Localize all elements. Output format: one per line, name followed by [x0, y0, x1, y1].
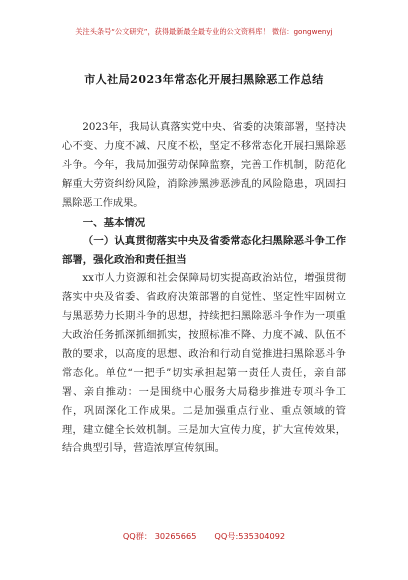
section-heading-basic-situation: 一、基本情况 — [82, 216, 146, 229]
document-title: 市人社局2023年常态化开展扫黑除恶工作总结 — [84, 73, 324, 86]
header-banner: 关注头条号“公文研究”，获得最新最全最专业的公文资料库！ 微信：gongwenyj — [75, 27, 333, 36]
footer-qq-group: QQ群： 30265665 — [122, 531, 197, 541]
footer-qq-number: QQ号:535304092 — [214, 531, 286, 541]
intro-paragraph: 2023年，我局认真落实党中央、省委的决策部署，坚持决心不变、力度不减、尺度不松，坚定不移常态化开展扫黑除恶斗争。今年，我局加强劳动保障监察，完善工作机制，防范化解重大劳资纠纷风险，消除涉黑涉恶涉乱的风险隐患，巩固扫黑除恶工作成果。 — [62, 122, 346, 209]
subsection-1-paragraph: xx市人力资源和社会保障局切实提高政治站位，增强贯彻落实中央及省委、省政府决策部署的自觉性、坚定性牢固树立与黑恶势力长期斗争的思想，持续把扫黑除恶斗争作为一项重大政治任务抓深抓细抓实，按照标准不降、力度不减、队伍不散的要求，以高度的思想、政治和行动自觉推进扫黑除恶斗争常态化。单位“一把手”切实承担起第一责任人责任，亲自部署、亲自推动：一是围绕中心服务大局稳步推进专项斗争工作，巩固深化工作成果。二是加强重点行业、重点领域的管理，建立健全长效机制。三是加大宣传力度，扩大宣传效果，结合典型引导，营造浓厚宣传氛围。 — [62, 273, 346, 455]
document-body — [62, 119, 346, 459]
subsection-heading-1: （一）认真贯彻落实中央及省委常态化扫黑除恶斗争工作部署，强化政治和责任担当 — [62, 235, 346, 267]
footer-contact — [0, 531, 408, 542]
